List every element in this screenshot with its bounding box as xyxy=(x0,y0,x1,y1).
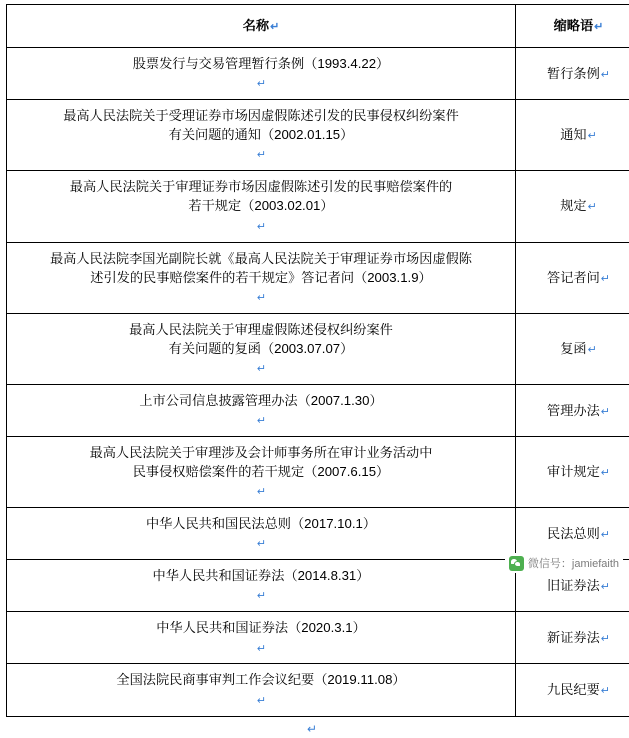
row-abbr-text: 民法总则 xyxy=(547,526,600,541)
table-row xyxy=(7,612,629,664)
pilcrow-mark: ↵ xyxy=(257,415,266,427)
pilcrow-mark: ↵ xyxy=(601,529,610,541)
column-header-abbr-text: 缩略语 xyxy=(554,18,594,33)
document-end-paragraph-mark xyxy=(6,720,617,734)
row-abbr-text: 规定 xyxy=(560,198,586,213)
table-header-row xyxy=(7,5,629,48)
row-name-line: 民事侵权赔偿案件的若干规定（2007.6.15） xyxy=(13,462,509,481)
pilcrow-mark: ↵ xyxy=(257,363,266,375)
table-row xyxy=(7,242,629,313)
row-abbr-cell xyxy=(516,313,629,384)
row-name-cell xyxy=(7,612,516,664)
row-name-line: 全国法院民商事审判工作会议纪要（2019.11.08） xyxy=(13,670,509,689)
legal-documents-table xyxy=(6,4,629,717)
row-abbr-text: 旧证券法 xyxy=(547,578,600,593)
column-header-name xyxy=(7,5,516,48)
row-name-cell xyxy=(7,384,516,436)
row-abbr-text: 管理办法 xyxy=(547,403,600,418)
row-name-line: 中华人民共和国证券法（2020.3.1） xyxy=(13,618,509,637)
row-abbr-cell xyxy=(516,384,629,436)
row-name-line: 述引发的民事赔偿案件的若干规定》答记者问（2003.1.9） xyxy=(13,268,509,287)
pilcrow-mark: ↵ xyxy=(601,273,610,285)
table-row xyxy=(7,313,629,384)
wechat-account-watermark xyxy=(505,553,623,573)
row-name-cell xyxy=(7,508,516,560)
row-name-cell xyxy=(7,664,516,716)
row-name-line: 最高人民法院关于审理证券市场因虚假陈述引发的民事赔偿案件的 xyxy=(13,177,509,196)
document-page xyxy=(0,4,629,577)
pilcrow-mark: ↵ xyxy=(601,685,610,697)
row-abbr-cell xyxy=(516,48,629,100)
pilcrow-mark: ↵ xyxy=(257,221,266,233)
pilcrow-mark: ↵ xyxy=(601,406,610,418)
pilcrow-mark: ↵ xyxy=(588,344,597,356)
pilcrow-mark: ↵ xyxy=(257,590,266,602)
row-abbr-cell xyxy=(516,437,629,508)
row-name-line: 最高人民法院李国光副院长就《最高人民法院关于审理证券市场因虚假陈 xyxy=(13,249,509,268)
table-row xyxy=(7,100,629,171)
pilcrow-mark: ↵ xyxy=(588,201,597,213)
row-abbr-cell xyxy=(516,612,629,664)
pilcrow-mark: ↵ xyxy=(257,149,266,161)
row-abbr-cell xyxy=(516,171,629,242)
row-name-cell xyxy=(7,171,516,242)
row-name-cell xyxy=(7,313,516,384)
pilcrow-mark: ↵ xyxy=(594,21,603,33)
row-name-line: 有关问题的复函（2003.07.07） xyxy=(13,339,509,358)
table-row xyxy=(7,664,629,716)
row-name-line: 有关问题的通知（2002.01.15） xyxy=(13,125,509,144)
row-abbr-text: 九民纪要 xyxy=(547,682,600,697)
pilcrow-mark: ↵ xyxy=(601,633,610,645)
row-abbr-text: 复函 xyxy=(560,341,586,356)
pilcrow-mark: ↵ xyxy=(270,21,279,33)
row-name-line: 若干规定（2003.02.01） xyxy=(13,196,509,215)
row-name-cell xyxy=(7,242,516,313)
table-row xyxy=(7,384,629,436)
row-name-line: 最高人民法院关于审理涉及会计师事务所在审计业务活动中 xyxy=(13,443,509,462)
pilcrow-mark: ↵ xyxy=(257,538,266,550)
row-abbr-cell xyxy=(516,242,629,313)
pilcrow-mark: ↵ xyxy=(257,695,266,707)
table-row xyxy=(7,171,629,242)
pilcrow-mark: ↵ xyxy=(601,467,610,479)
row-name-line: 上市公司信息披露管理办法（2007.1.30） xyxy=(13,391,509,410)
row-name-cell xyxy=(7,560,516,612)
row-name-line: 最高人民法院关于审理虚假陈述侵权纠纷案件 xyxy=(13,320,509,339)
pilcrow-mark: ↵ xyxy=(257,292,266,304)
row-abbr-text: 通知 xyxy=(560,127,586,142)
table-row xyxy=(7,48,629,100)
row-name-cell xyxy=(7,100,516,171)
row-name-cell xyxy=(7,437,516,508)
table-body xyxy=(7,5,629,717)
wechat-icon xyxy=(509,556,524,571)
row-abbr-cell xyxy=(516,100,629,171)
row-name-line: 股票发行与交易管理暂行条例（1993.4.22） xyxy=(13,54,509,73)
pilcrow-mark: ↵ xyxy=(257,486,266,498)
pilcrow-mark: ↵ xyxy=(601,69,610,81)
row-name-line: 最高人民法院关于受理证券市场因虚假陈述引发的民事侵权纠纷案件 xyxy=(13,106,509,125)
row-abbr-text: 暂行条例 xyxy=(547,66,600,81)
pilcrow-mark: ↵ xyxy=(257,78,266,90)
row-abbr-text: 答记者问 xyxy=(547,270,600,285)
column-header-name-text: 名称 xyxy=(243,18,269,33)
pilcrow-mark: ↵ xyxy=(588,130,597,142)
row-abbr-text: 新证券法 xyxy=(547,630,600,645)
column-header-abbr xyxy=(516,5,629,48)
row-name-cell xyxy=(7,48,516,100)
table-row xyxy=(7,437,629,508)
wechat-account-text: 微信号：jamiefaith xyxy=(528,555,619,571)
row-name-line: 中华人民共和国民法总则（2017.10.1） xyxy=(13,514,509,533)
row-abbr-text: 审计规定 xyxy=(547,464,600,479)
pilcrow-mark: ↵ xyxy=(257,643,266,655)
pilcrow-mark: ↵ xyxy=(307,722,317,736)
row-abbr-cell xyxy=(516,664,629,716)
row-name-line: 中华人民共和国证券法（2014.8.31） xyxy=(13,566,509,585)
pilcrow-mark: ↵ xyxy=(601,581,610,593)
